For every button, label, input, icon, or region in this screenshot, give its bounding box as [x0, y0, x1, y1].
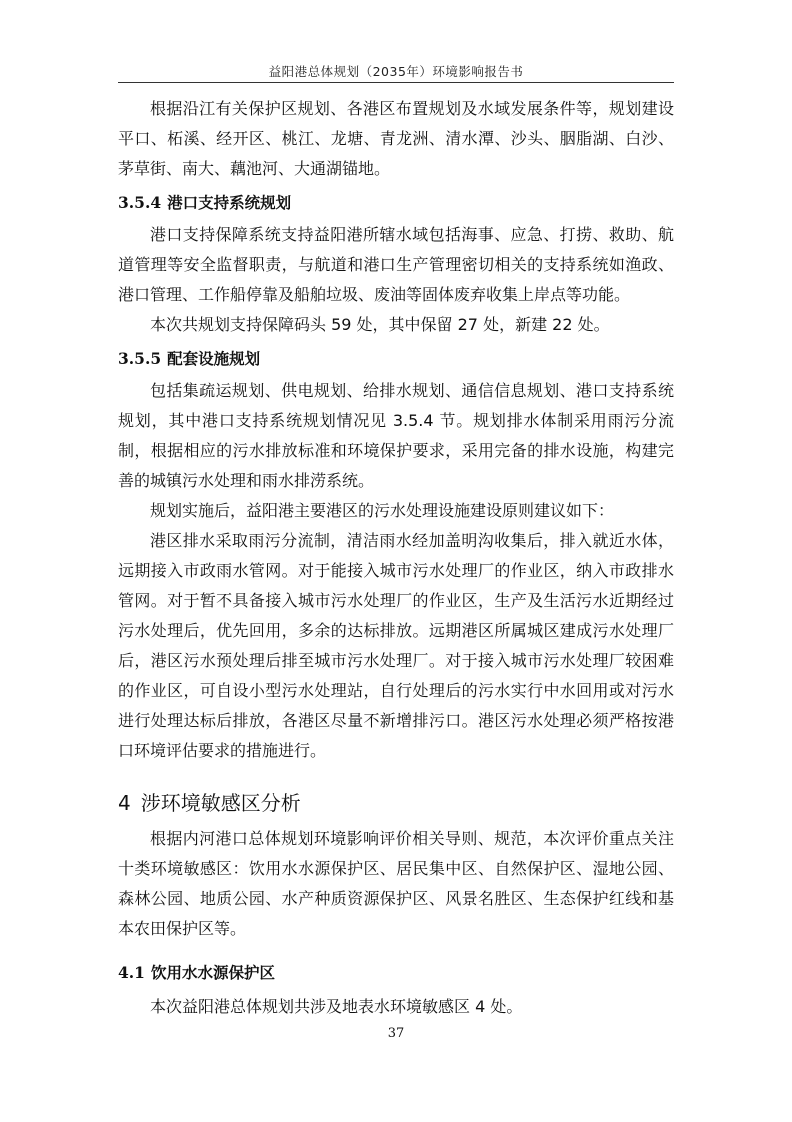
page-body	[118, 94, 674, 1022]
section-number: 4.1	[118, 963, 145, 982]
section-title: 配套设施规划	[167, 350, 261, 368]
chapter-number: 4	[118, 791, 131, 815]
paragraph: 规划实施后，益阳港主要港区的污水处理设施建设原则建议如下：	[150, 501, 615, 520]
header-divider	[118, 82, 674, 83]
section-title: 港口支持系统规划	[167, 194, 292, 212]
chapter-title: 涉环境敏感区分析	[140, 791, 301, 815]
section-title: 饮用水水源保护区	[150, 964, 275, 982]
paragraph: 港口支持保障系统支持益阳港所辖水域包括海事、应急、打捞、救助、航道管理等安全监督职责，与航道和港口生产管理密切相关的支持系统如渔政、港口管理、工作船停靠及船舶垃圾、废油等固体废弃收集上岸点等功能。	[118, 225, 674, 304]
section-number: 3.5.5	[118, 349, 162, 368]
paragraph: 本次益阳港总体规划共涉及地表水环境敏感区 4 处。	[150, 997, 523, 1016]
page-number: 37	[387, 1026, 405, 1041]
intro-paragraph: 根据沿江有关保护区规划、各港区布置规划及水域发展条件等，规划建设平口、柘溪、经开区、桃江、龙塘、青龙洲、清水潭、沙头、胭脂湖、白沙、茅草街、南大、藕池河、大通湖锚地。	[118, 99, 674, 178]
paragraph: 根据内河港口总体规划环境影响评价相关导则、规范，本次评价重点关注十类环境敏感区：饮用水水源保护区、居民集中区、自然保护区、湿地公园、森林公园、地质公园、水产种质资源保护区、风景名胜区、生态保护红线和基本农田保护区等。	[118, 829, 674, 938]
section-heading-3-5-4	[118, 188, 674, 218]
paragraph: 本次共规划支持保障码头 59 处，其中保留 27 处，新建 22 处。	[150, 315, 610, 334]
section-heading-3-5-5	[118, 344, 674, 374]
running-header: 益阳港总体规划（2035年）环境影响报告书	[268, 64, 524, 79]
paragraph: 包括集疏运规划、供电规划、给排水规划、通信信息规划、港口支持系统规划，其中港口支持系统规划情况见 3.5.4 节。规划排水体制采用雨污分流制，根据相应的污水排放标准和环境保护要求，采用完备的排水设施，构建完善的城镇污水处理和雨水排涝系统。	[118, 381, 674, 490]
section-number: 3.5.4	[118, 193, 162, 212]
section-heading-4-1	[118, 958, 674, 988]
chapter-heading-4	[118, 788, 674, 818]
paragraph: 港区排水采取雨污分流制，清洁雨水经加盖明沟收集后，排入就近水体，远期接入市政雨水管网。对于能接入城市污水处理厂的作业区，纳入市政排水管网。对于暂不具备接入城市污水处理厂的作业区，生产及生活污水近期经过污水处理后，优先回用，多余的达标排放。远期港区所属城区建成污水处理厂后，港区污水预处理后排至城市污水处理厂。对于接入城市污水处理厂较困难的作业区，可自设小型污水处理站，自行处理后的污水实行中水回用或对污水进行处理达标后排放，各港区尽量不新增排污口。港区污水处理必须严格按港口环境评估要求的措施进行。	[118, 531, 674, 760]
